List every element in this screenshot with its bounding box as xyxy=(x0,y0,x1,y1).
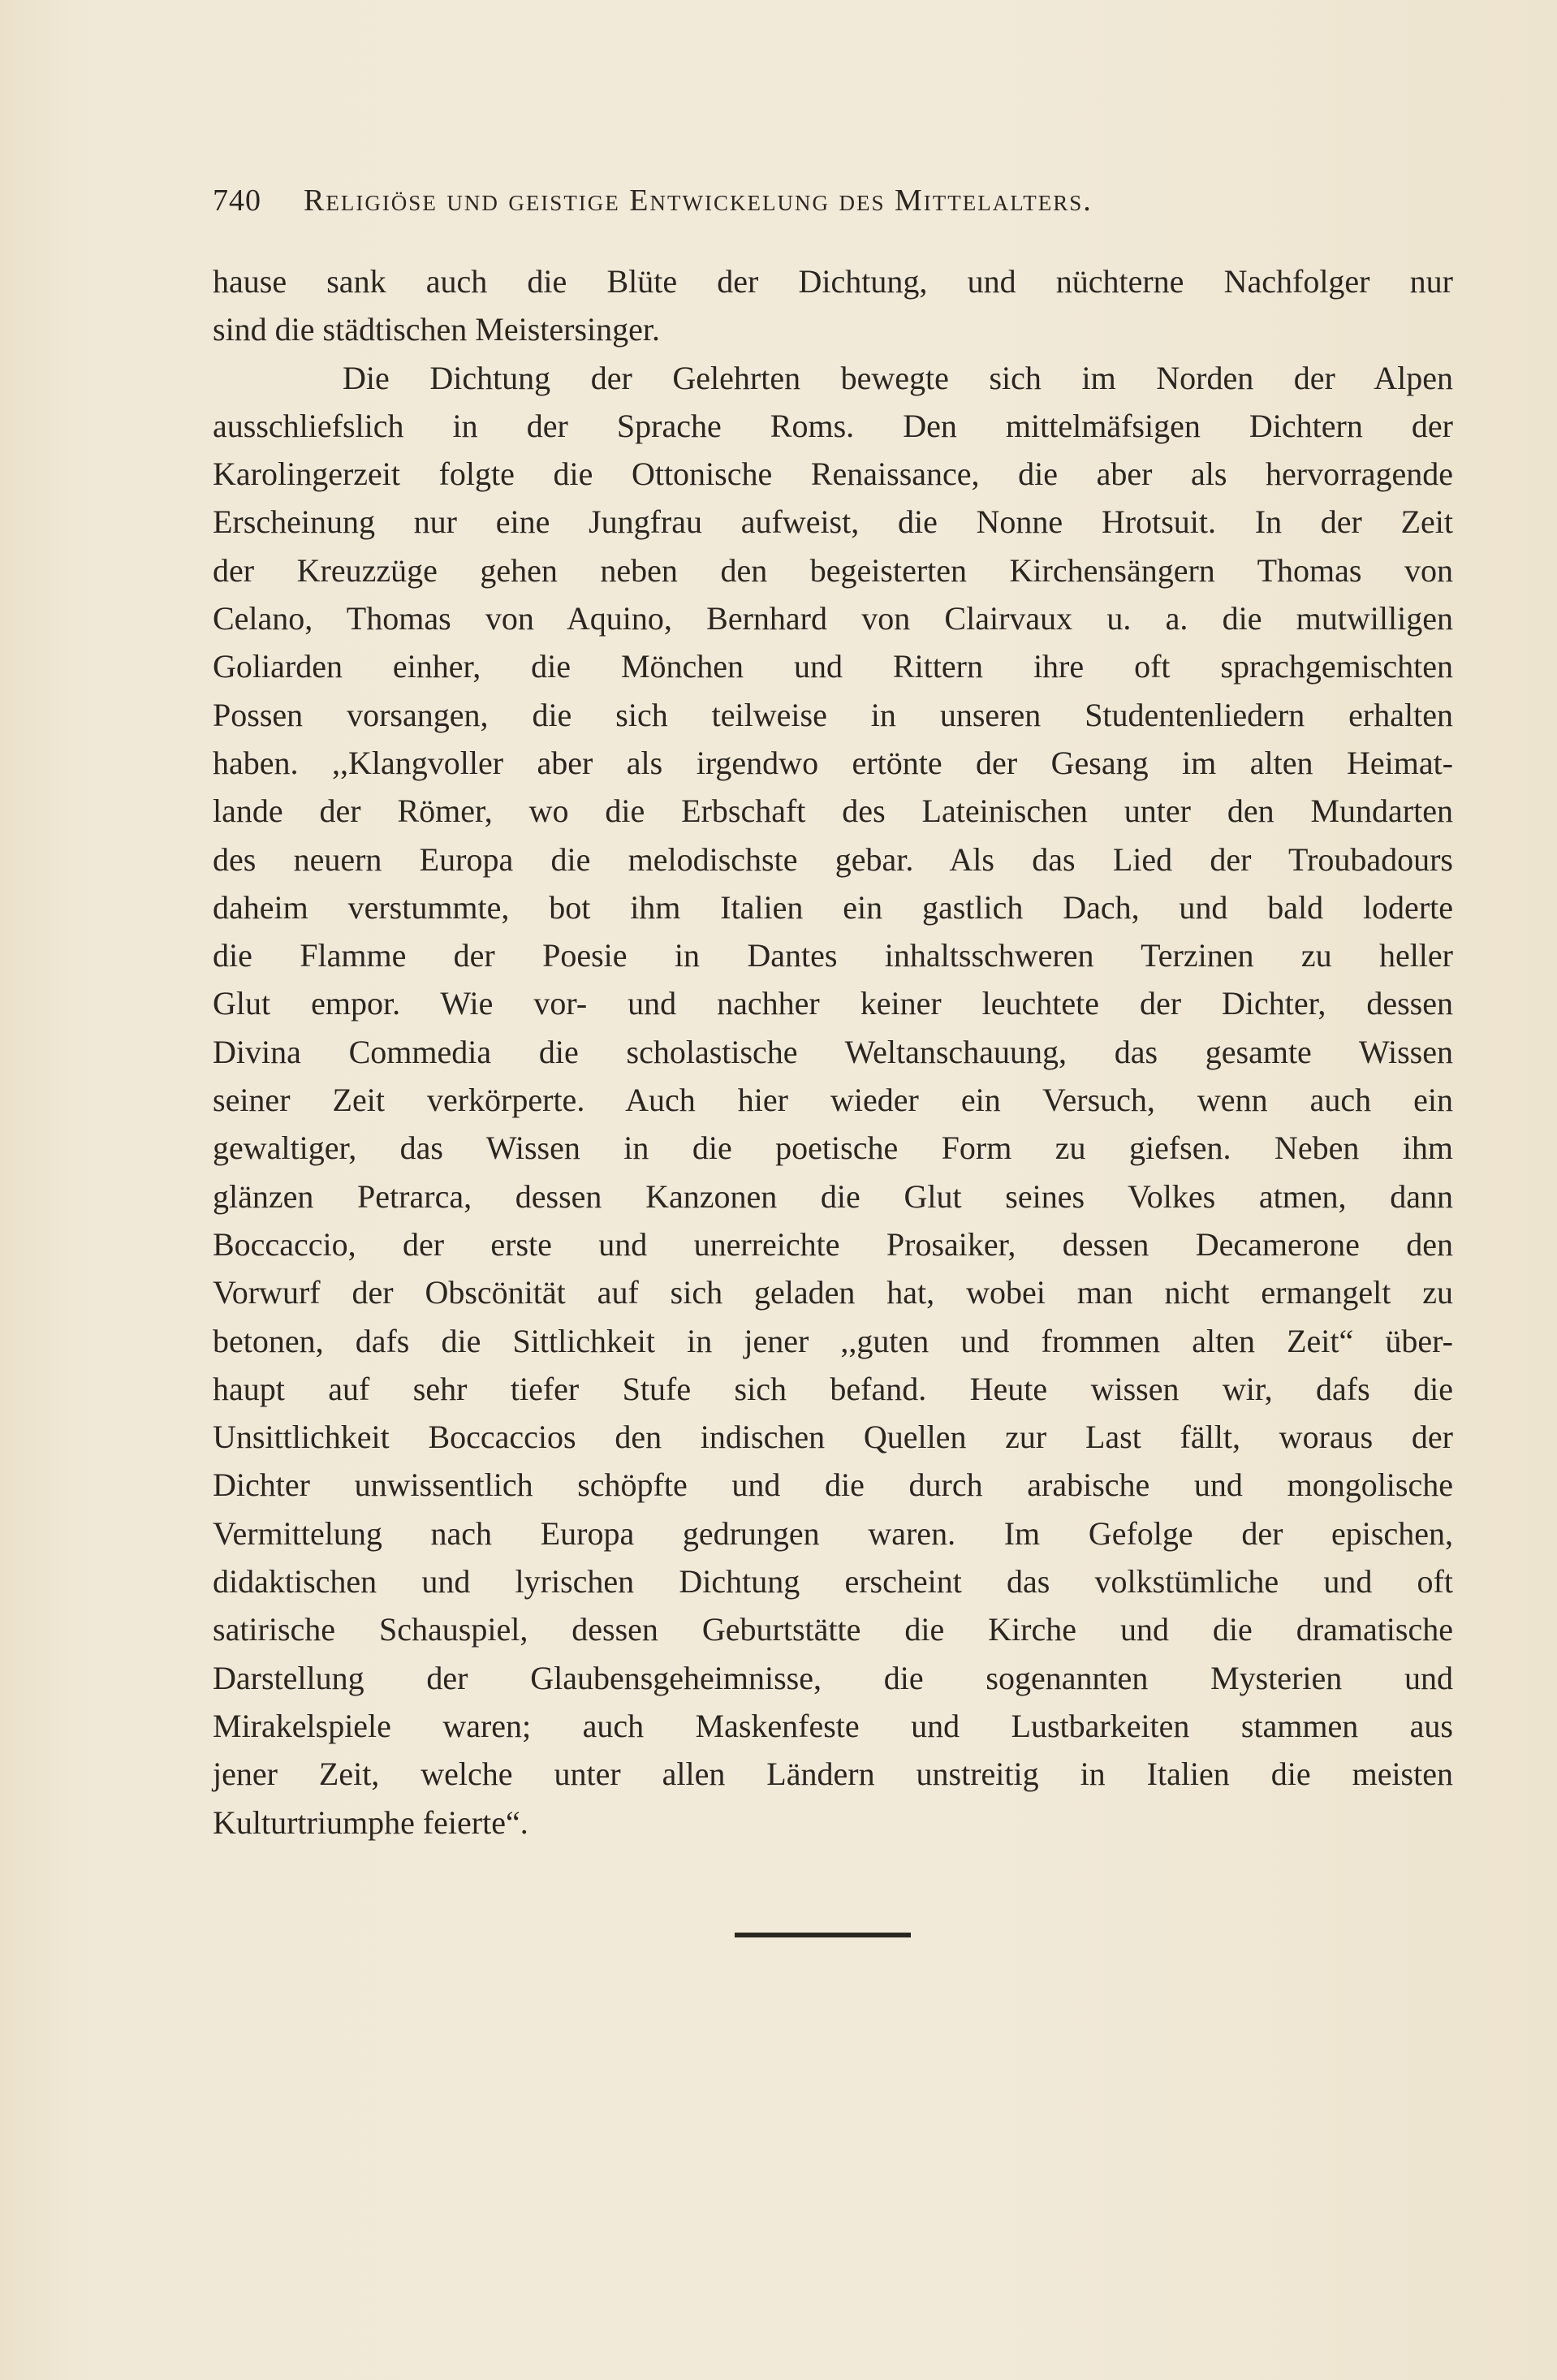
text-line: Glut empor. Wie vor- und nachher keiner leuchtete der Dichter, dessen xyxy=(213,985,1453,1022)
text-line: gewaltiger, das Wissen in die poetische Form zu giefsen. Neben ihm xyxy=(213,1130,1453,1167)
text-line: der Kreuzzüge gehen neben den begeisterten Kirchensängern Thomas von xyxy=(213,551,1453,589)
text-line: hause sank auch die Blüte der Dichtung, und nüchterne Nachfolger nur xyxy=(213,263,1453,300)
text-line: des neuern Europa die melodischste gebar. Als das Lied der Troubadours xyxy=(213,840,1453,878)
text-line: Boccaccio, der erste und unerreichte Prosaiker, dessen Decamerone den xyxy=(213,1225,1453,1263)
section-end-rule xyxy=(735,1933,911,1937)
text-line: glänzen Petrarca, dessen Kanzonen die Glut seines Volkes atmen, dann xyxy=(213,1177,1453,1215)
text-line: Karolingerzeit folgte die Ottonische Renaissance, die aber als hervorragende xyxy=(213,456,1453,493)
text-line: die Flamme der Poesie in Dantes inhaltsschweren Terzinen zu heller xyxy=(213,937,1453,974)
text-line: daheim verstummte, bot ihm Italien ein gastlich Dach, und bald loderte xyxy=(213,888,1453,926)
text-line: Vermittelung nach Europa gedrungen waren. Im Gefolge der epischen, xyxy=(213,1514,1453,1552)
text-line: haupt auf sehr tiefer Stufe sich befand. Heute wissen wir, dafs die xyxy=(213,1370,1453,1407)
text-line: Die Dichtung der Gelehrten bewegte sich im Norden der Alpen xyxy=(343,359,1453,396)
text-line: seiner Zeit verkörperte. Auch hier wieder ein Versuch, wenn auch ein xyxy=(213,1082,1453,1119)
text-line: Goliarden einher, die Mönchen und Rittern ihre oft sprachgemischten xyxy=(213,648,1453,685)
text-line: Darstellung der Glaubensgeheimnisse, die sogenannten Mysterien und xyxy=(213,1659,1453,1696)
text-line: jener Zeit, welche unter allen Ländern unstreitig in Italien die meisten xyxy=(213,1756,1453,1793)
text-line: Mirakelspiele waren; auch Maskenfeste und Lustbarkeiten stammen aus xyxy=(213,1707,1453,1744)
text-line: didaktischen und lyrischen Dichtung erscheint das volkstümliche und oft xyxy=(213,1563,1453,1600)
text-line: Dichter unwissentlich schöpfte und die durch arabische und mongolische xyxy=(213,1466,1453,1504)
text-line: Divina Commedia die scholastische Weltanschauung, das gesamte Wissen xyxy=(213,1033,1453,1070)
text-line: ausschliefslich in der Sprache Roms. Den mittelmäfsigen Dichtern der xyxy=(213,407,1453,444)
text-line: betonen, dafs die Sittlichkeit in jener ,,guten und frommen alten Zeit“ über- xyxy=(213,1322,1453,1359)
body-text xyxy=(213,257,1453,1847)
running-head-title: Religiöse und geistige Entwickelung des Mittelalters. xyxy=(304,184,1093,218)
text-line: Erscheinung nur eine Jungfrau aufweist, die Nonne Hrotsuit. In der Zeit xyxy=(213,503,1453,541)
text-line: sind die städtischen Meistersinger. xyxy=(213,311,661,348)
text-line: lande der Römer, wo die Erbschaft des Lateinischen unter den Mundarten xyxy=(213,793,1453,830)
running-head xyxy=(213,180,1365,221)
text-line: haben. ,,Klangvoller aber als irgendwo ertönte der Gesang im alten Heimat- xyxy=(213,744,1453,781)
text-line: Possen vorsangen, die sich teilweise in unseren Studentenliedern erhalten xyxy=(213,696,1453,733)
text-line: Unsittlichkeit Boccaccios den indischen Quellen zur Last fällt, woraus der xyxy=(213,1419,1453,1456)
text-line: Kulturtriumphe feierte“. xyxy=(213,1803,528,1841)
page-number: 740 xyxy=(213,184,261,218)
text-line: Celano, Thomas von Aquino, Bernhard von Clairvaux u. a. die mutwilligen xyxy=(213,600,1453,637)
text-line: satirische Schauspiel, dessen Geburtstätte die Kirche und die dramatische xyxy=(213,1611,1453,1648)
text-line: Vorwurf der Obscönität auf sich geladen hat, wobei man nicht ermangelt zu xyxy=(213,1274,1453,1311)
